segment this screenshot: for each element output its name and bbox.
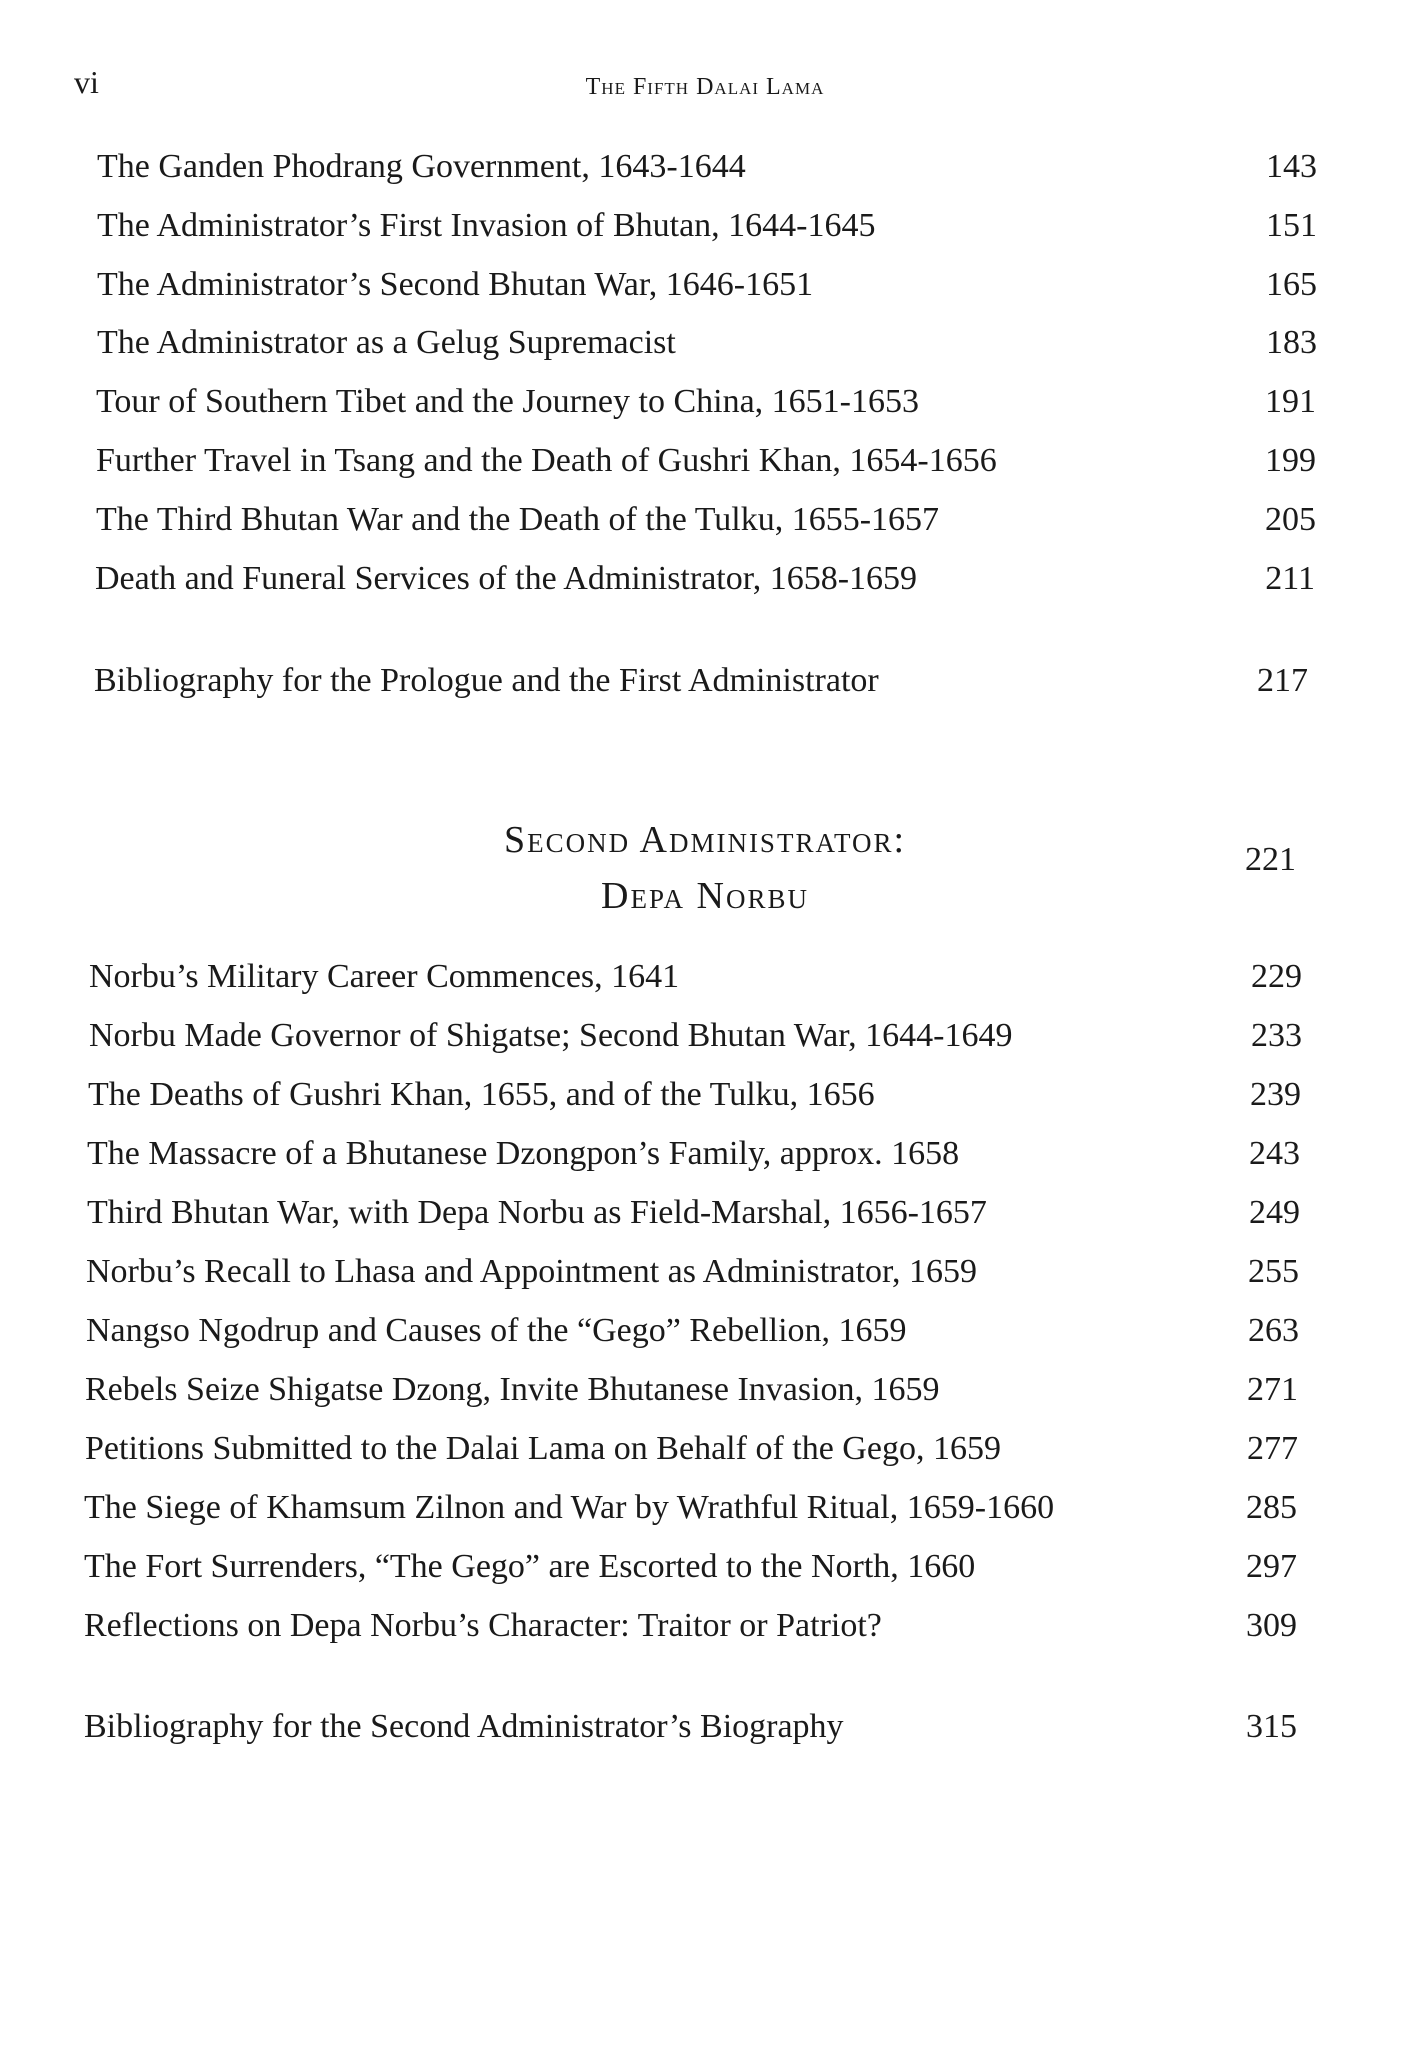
toc-entry xyxy=(89,960,1302,994)
toc-entry-page: 285 xyxy=(1246,1489,1297,1526)
toc-entry-page: 211 xyxy=(1265,560,1315,597)
toc-entry xyxy=(84,1550,1297,1584)
running-head: The Fifth Dalai Lama xyxy=(585,74,825,100)
toc-entry xyxy=(96,385,1316,419)
toc-entry-title: Norbu’s Recall to Lhasa and Appointment as Administrator, 1659 xyxy=(86,1253,978,1290)
toc-entry-title: The Ganden Phodrang Government, 1643-1644 xyxy=(97,148,746,185)
toc-entry xyxy=(86,1314,1299,1348)
section-heading-line: Depa Norbu xyxy=(601,875,809,917)
toc-entry xyxy=(88,1078,1301,1112)
toc-entry-title: Death and Funeral Services of the Administrator, 1658-1659 xyxy=(95,560,918,597)
toc-entry-page: 297 xyxy=(1246,1548,1297,1585)
toc-entry-title: The Administrator’s Second Bhutan War, 1646-1651 xyxy=(97,266,814,303)
toc-entry xyxy=(84,1609,1297,1643)
toc-entry-page: 199 xyxy=(1265,442,1316,479)
toc-entry xyxy=(85,1373,1298,1407)
toc-entry-page: 271 xyxy=(1247,1371,1298,1408)
toc-entry-title: The Third Bhutan War and the Death of the Tulku, 1655-1657 xyxy=(96,501,940,538)
toc-entry xyxy=(85,1432,1298,1466)
toc-entry-title: Bibliography for the Second Administrator’s Biography xyxy=(84,1708,844,1745)
toc-entry-title: Nangso Ngodrup and Causes of the “Gego” Rebellion, 1659 xyxy=(86,1312,907,1349)
toc-entry-page: 183 xyxy=(1266,324,1317,361)
toc-entry xyxy=(96,444,1316,478)
toc-entry xyxy=(97,326,1317,360)
toc-entry-title: Norbu Made Governor of Shigatse; Second Bhutan War, 1644-1649 xyxy=(89,1017,1013,1054)
toc-entry-title: The Administrator as a Gelug Supremacist xyxy=(97,324,676,361)
toc-entry-title: Further Travel in Tsang and the Death of Gushri Khan, 1654-1656 xyxy=(96,442,997,479)
toc-entry xyxy=(97,150,1317,184)
toc-entry-title: Petitions Submitted to the Dalai Lama on Behalf of the Gego, 1659 xyxy=(85,1430,1001,1467)
page-number: vi xyxy=(74,64,99,100)
toc-entry-page: 151 xyxy=(1266,207,1317,244)
toc-entry xyxy=(97,268,1317,302)
toc-entry xyxy=(89,1019,1302,1053)
section-heading xyxy=(0,812,1410,924)
toc-entry-title: The Administrator’s First Invasion of Bhutan, 1644-1645 xyxy=(97,207,876,244)
toc-entry-page: 263 xyxy=(1248,1312,1299,1349)
toc-entry xyxy=(96,503,1316,537)
toc-entry-title: The Siege of Khamsum Zilnon and War by Wrathful Ritual, 1659-1660 xyxy=(84,1489,1055,1526)
toc-entry-page: 309 xyxy=(1246,1607,1297,1644)
toc-entry-page: 191 xyxy=(1265,383,1316,420)
toc-entry-page: 217 xyxy=(1257,662,1308,699)
toc-entry-title: Norbu’s Military Career Commences, 1641 xyxy=(89,958,680,995)
toc-entry-page: 233 xyxy=(1251,1017,1302,1054)
toc-entry xyxy=(97,209,1317,243)
toc-entry-page: 255 xyxy=(1248,1253,1299,1290)
toc-entry-title: Tour of Southern Tibet and the Journey to China, 1651-1653 xyxy=(96,383,920,420)
toc-entry-page: 315 xyxy=(1246,1708,1297,1745)
toc-bibliography-entry xyxy=(94,664,1308,698)
toc-entry-title: Rebels Seize Shigatse Dzong, Invite Bhutanese Invasion, 1659 xyxy=(85,1371,940,1408)
toc-entry xyxy=(95,562,1315,596)
toc-entry-page: 239 xyxy=(1250,1076,1301,1113)
toc-entry-title: The Deaths of Gushri Khan, 1655, and of the Tulku, 1656 xyxy=(88,1076,875,1113)
toc-entry-page: 249 xyxy=(1249,1194,1300,1231)
toc-entry-page: 229 xyxy=(1251,958,1302,995)
toc-entry-page: 165 xyxy=(1266,266,1317,303)
toc-entry-title: Bibliography for the Prologue and the First Administrator xyxy=(94,662,879,699)
toc-entry xyxy=(87,1196,1300,1230)
section-heading-line: Second Administrator: xyxy=(503,819,907,861)
toc-entry xyxy=(84,1491,1297,1525)
toc-entry-page: 277 xyxy=(1247,1430,1298,1467)
toc-entry-title: The Fort Surrenders, “The Gego” are Escorted to the North, 1660 xyxy=(84,1548,976,1585)
toc-entry-title: Third Bhutan War, with Depa Norbu as Field-Marshal, 1656-1657 xyxy=(87,1194,987,1231)
section-heading-page: 221 xyxy=(1245,841,1296,878)
toc-entry-page: 205 xyxy=(1265,501,1316,538)
toc-entry xyxy=(86,1255,1299,1289)
toc-entry-title: Reflections on Depa Norbu’s Character: Traitor or Patriot? xyxy=(84,1607,882,1644)
toc-entry-page: 243 xyxy=(1249,1135,1300,1172)
toc-entry-title: The Massacre of a Bhutanese Dzongpon’s Family, approx. 1658 xyxy=(87,1135,960,1172)
toc-entry xyxy=(87,1137,1300,1171)
toc-bibliography-entry xyxy=(84,1710,1297,1744)
toc-entry-page: 143 xyxy=(1266,148,1317,185)
